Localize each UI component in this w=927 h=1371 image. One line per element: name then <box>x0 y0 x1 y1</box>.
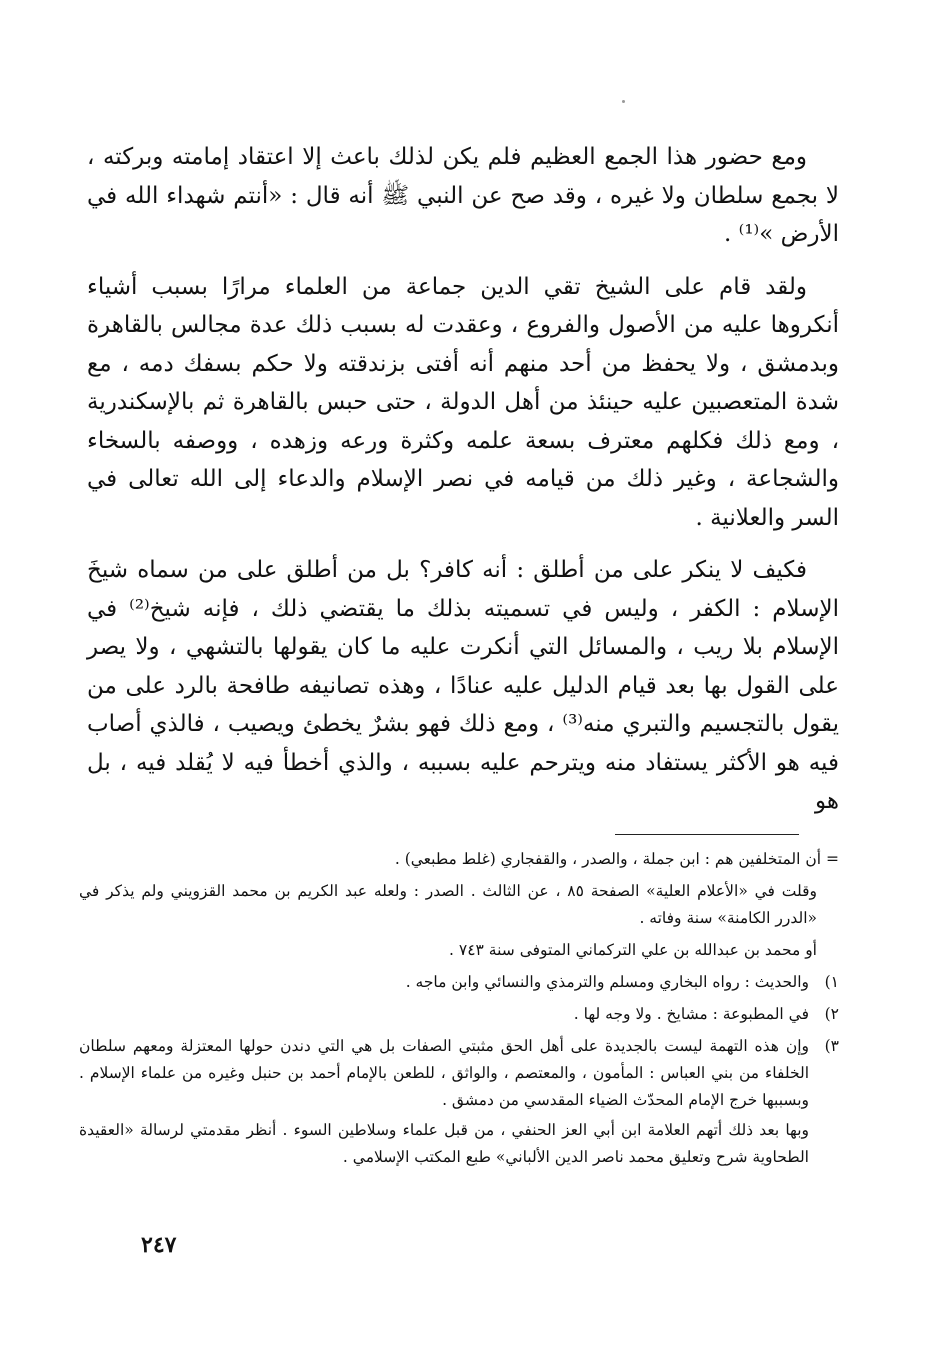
footnote-text-continued: وبها بعد ذلك أتهم العلامة ابن أبي العز الحنفي ، من قبل علماء وسلاطين السوء . أنظر مقدمتي لرسالة «العقيدة الطحاوية شرح وتعليق محمد ناصر الدين الألباني» طبع المكتب الإسلامي . <box>79 1121 809 1166</box>
footnote-text-group <box>79 1033 809 1174</box>
footnote-continuation: = أن المتخلفين هم : ابن جملة ، والصدر ، والقفجاري (غلط مطبعي) . <box>394 850 839 868</box>
footnote-text: وإن هذه التهمة ليست بالجديدة على أهل الحق مثبتي الصفات بل هي التي دندن حولها المعتزلة ومعهم سلطان الخلفاء من بني العباس : المأمون ، والمعتصم ، والواثق ، للطعن بالإمام أحمد بن حنبل وغيره من علماء الإسلام . وبسببها خرج الإمام المحدّث الضياء المقدسي من دمشق . <box>79 1037 809 1109</box>
page-number: ٢٤٧ <box>141 1232 177 1258</box>
footnotes-section <box>79 846 839 1179</box>
footnote-item <box>79 1001 839 1028</box>
footnote-number: ١) <box>824 973 839 991</box>
footnote-number: ٢) <box>824 1005 839 1023</box>
footnote-separator <box>615 834 799 835</box>
footnote-number: ٣) <box>824 1037 839 1055</box>
footnote-text: في المطبوعة : مشايخ . ولا وجه لها . <box>573 1005 809 1023</box>
footnote-note-b: أو محمد بن عبدالله بن علي التركماني المتوفى سنة ٧٤٣ . <box>449 941 817 959</box>
footnote-note-a: وقلت في «الأعلام العلية» الصفحة ٨٥ ، عن الثالث . الصدر : ولعله عبد الكريم بن محمد القزويني ولم يذكر في «الدرر الكامنة» سنة وفاته . <box>79 882 817 927</box>
footnote-item <box>79 969 839 996</box>
ink-speck <box>622 100 625 103</box>
main-text-body <box>87 138 839 835</box>
paragraph-3: فكيف لا ينكر على من أطلق : أنه كافر؟ بل من أطلق على من سماه شيخَ الإسلام : الكفر ، وليس في تسميته بذلك ما يقتضي ذلك ، فإنه شيخ⁽²⁾ في الإسلام بلا ريب ، والمسائل التي أنكرت عليه ما كان يقولها بالتشهي ، ولا يصر على القول بها بعد قيام الدليل عليه عنادًا ، وهذه تصانيفه طافحة بالرد على من يقول بالتجسيم والتبري منه⁽³⁾ ، ومع ذلك فهو بشرٌ يخطئ ويصيب ، فالذي أصاب فيه هو الأكثر يستفاد منه ويترحم عليه بسببه ، والذي أخطأ فيه لا يُقلد فيه ، بل هو <box>87 557 840 814</box>
paragraph-1: ومع حضور هذا الجمع العظيم فلم يكن لذلك باعث إلا اعتقاد إمامته وبركته ، لا بجمع سلطان ولا غيره ، وقد صح عن النبي ﷺ أنه قال : «أنتم شهداء الله في الأرض »⁽¹⁾ . <box>87 144 839 247</box>
paragraph-2: ولقد قام على الشيخ تقي الدين جماعة من العلماء مرارًا بسبب أشياء أنكروها عليه من الأصول والفروع ، وعقدت له بسبب ذلك عدة مجالس بالقاهرة وبدمشق ، ولا يحفظ من أحد منهم أنه أفتى بزندقته ولا حكم بسفك دمه ، مع شدة المتعصبين عليه حينئذ من أهل الدولة ، حتى حبس بالقاهرة ثم بالإسكندرية ، ومع ذلك فكلهم معترف بسعة علمه وكثرة ورعه وزهده ، ووصفه بالسخاء والشجاعة ، وغير ذلك من قيامه في نصر الإسلام والدعاء إلى الله تعالى في السر والعلانية . <box>87 273 839 531</box>
footnote-text: والحديث : رواه البخاري ومسلم والترمذي والنسائي وابن ماجه . <box>405 973 809 991</box>
footnote-item <box>79 1033 839 1174</box>
